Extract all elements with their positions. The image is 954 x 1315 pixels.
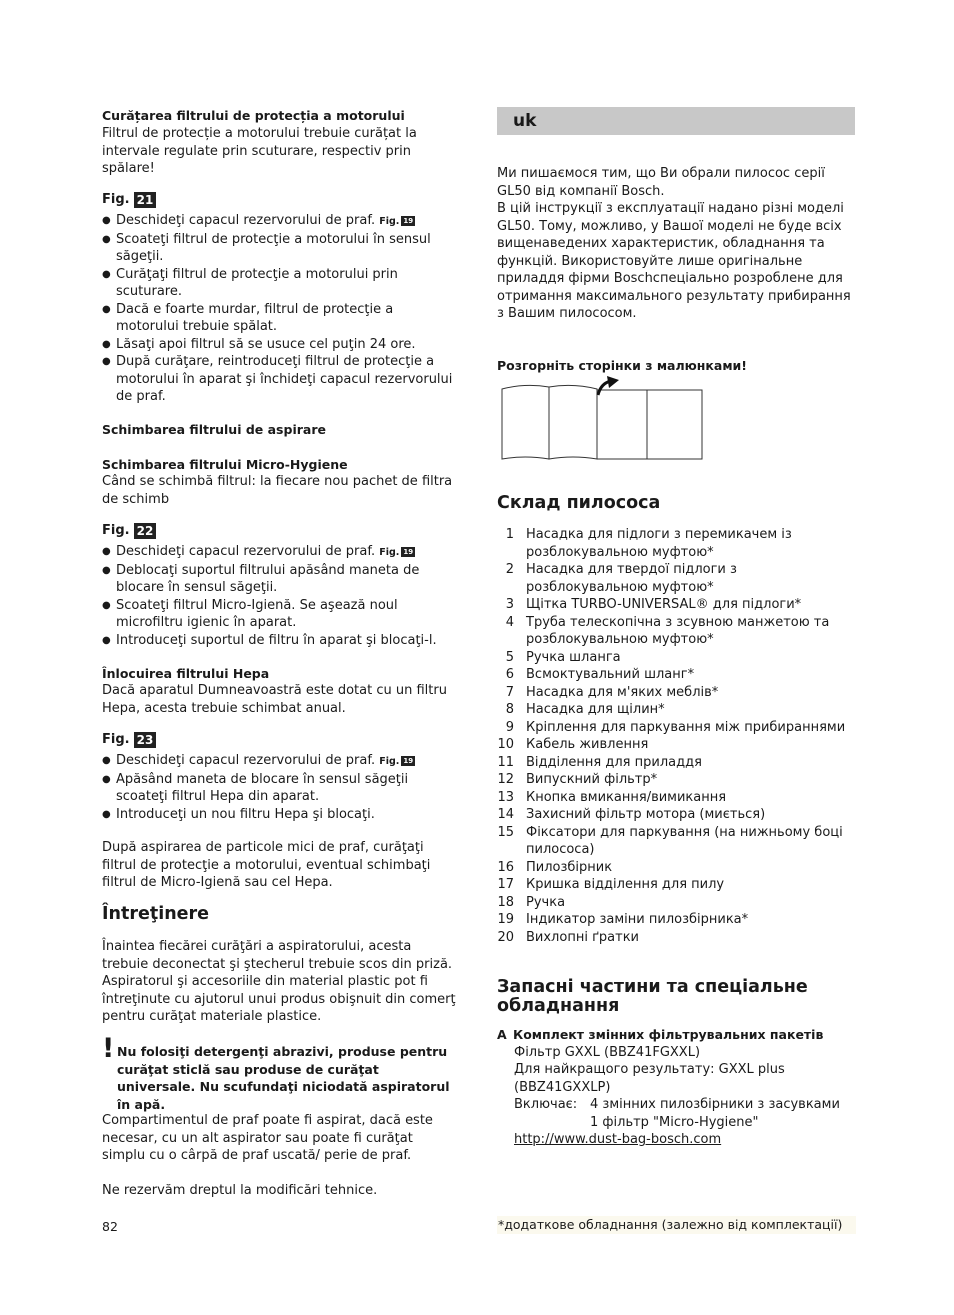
part-text: Кнопка вмикання/вимикання xyxy=(526,789,727,805)
compartment-text: Compartimentul de praf poate fi aspirat, dacă este necesar, cu un alt aspirator sau poate fi curăţat simplu cu o cârpă de praf uscată/ perie de praf. xyxy=(102,1113,433,1163)
accessory-block xyxy=(497,1026,855,1149)
step-text: După curăţare, reintroduceţi filtrul de protecţie a motorului în aparat şi închideţi capacul rezervorului de praf. xyxy=(116,354,453,404)
step-text: Introduceţi suportul de filtru în aparat şi blocaţi-l. xyxy=(116,632,437,648)
parts-heading: Склад пилососа xyxy=(497,493,661,513)
exclamation-icon: ! xyxy=(102,1033,115,1064)
warning-block xyxy=(102,1033,457,1113)
fig-ref-label: Fig. xyxy=(379,216,400,227)
step-item xyxy=(102,806,457,824)
fig-ref-badge: 19 xyxy=(403,216,414,225)
part-text: Вихлопні ґратки xyxy=(526,929,639,945)
fig-22-steps xyxy=(102,543,457,649)
part-item xyxy=(497,561,855,596)
fig-ref-label: Fig. xyxy=(379,547,400,558)
part-item xyxy=(497,929,855,947)
part-number: 18 xyxy=(497,894,514,910)
part-item xyxy=(497,596,855,614)
technical-rights-text: Ne rezervăm dreptul la modificări tehnice. xyxy=(102,1183,378,1198)
dust-bag-link[interactable]: http://www.dust-bag-bosch.com xyxy=(514,1132,722,1147)
part-number: 14 xyxy=(497,807,514,822)
intro-text: Ми пишаємося тим, що Ви обрали пилосос серії GL50 від компанії Bosch. В цій інструкції з експлуатації надано різні моделі GL50. Тому, можливо, у Вашої моделі не буде всіх вищенаведених характеристик, обладнання та функцій. Використовуйте лише оригінальне приладдя фірми Boschспеціально розроблене для отримання максимального результату прибирання з Вашим пилососом. xyxy=(497,166,851,321)
micro-hygiene-title: Schimbarea filtrului Micro-Hygiene xyxy=(102,457,348,472)
part-number: 2 xyxy=(505,562,514,577)
part-number: 7 xyxy=(505,684,514,700)
part-number: 10 xyxy=(497,737,514,752)
fig-22-label xyxy=(102,522,156,540)
part-text: Відділення для приладдя xyxy=(526,754,702,770)
fig-23-badge: 23 xyxy=(134,732,157,748)
maintenance-text: Înaintea fiecărei curăţări a aspiratorului, acesta trebuie deconectat şi ştecherul trebuie scos din priză. Aspiratorul şi accesoriile din material plastic pot fi întreţinute cu ajutorul unui produs obişnuit din comerţ pentru curăţat materiale plastice. xyxy=(102,939,456,1024)
part-number: 1 xyxy=(505,527,514,542)
part-text: Насадка для підлоги з перемикачем із розблокувальною муфтою* xyxy=(526,527,792,560)
part-text: Кришка відділення для пилу xyxy=(526,877,725,892)
part-number: 13 xyxy=(497,789,514,805)
fig-ref-badge: 19 xyxy=(403,547,414,556)
accessory-title-row xyxy=(497,1026,855,1044)
includes-item-1: 4 змінних пилозбірники з засувками xyxy=(590,1097,840,1112)
part-text: Кабель живлення xyxy=(526,737,649,752)
part-number: 16 xyxy=(497,859,514,875)
part-item xyxy=(497,824,855,859)
accessory-letter: A xyxy=(497,1027,507,1042)
fig-label: Fig. xyxy=(102,732,130,747)
page-number: 82 xyxy=(102,1219,118,1234)
part-text: Випускний фільтр* xyxy=(526,772,658,787)
part-number: 6 xyxy=(505,667,514,682)
spare-parts-heading: Запасні частини та спеціальне обладнання xyxy=(497,977,808,1016)
step-text: Scoateţi filtrul de protecţie a motorului în sensul săgeţii. xyxy=(116,231,431,264)
motor-filter-text: Filtrul de protecție a motorului trebuie curățat la intervale regulate prin scuturare, respectiv prin spălare! xyxy=(102,126,417,176)
step-item xyxy=(102,301,457,336)
part-text: Ручка xyxy=(526,894,566,910)
part-number: 8 xyxy=(505,702,514,717)
includes-item-2: 1 фільтр "Micro-Hygiene" xyxy=(590,1114,759,1130)
step-text: Lăsaţi apoi filtrul să se usuce cel puţin 24 ore. xyxy=(116,336,416,352)
footnote: *додаткове обладнання (залежно від комплектації) xyxy=(497,1216,856,1234)
unfold-pages-icon xyxy=(497,375,707,463)
step-item xyxy=(102,771,457,806)
part-item xyxy=(497,526,855,561)
fig-ref-badge: 19 xyxy=(403,756,414,765)
part-item xyxy=(497,859,855,877)
step-item xyxy=(102,752,457,771)
part-text: Насадка для щілин* xyxy=(526,702,665,717)
step-text: Deschideţi capacul rezervorului de praf. xyxy=(116,753,376,768)
hepa-text: Dacă aparatul Dumneavoastră este dotat cu un filtru Hepa, acesta trebuie schimbat anual. xyxy=(102,683,447,716)
micro-hygiene-text: Când se schimbă filtrul: la fiecare nou pachet de filtra de schimb xyxy=(102,474,453,507)
after-cleaning-text: După aspirarea de particole mici de praf, curăţaţi filtrul de protecţie a motorului, eventual schimbaţi filtrul de Micro-Igienă sau cel Hepa. xyxy=(102,840,431,890)
part-number: 17 xyxy=(497,877,514,892)
part-number: 15 xyxy=(497,824,514,840)
part-number: 19 xyxy=(497,912,514,927)
part-text: Щітка TURBO-UNIVERSAL® для підлоги* xyxy=(526,597,802,612)
part-item xyxy=(497,789,855,807)
part-text: Індикатор заміни пилозбірника* xyxy=(526,912,749,927)
part-text: Насадка для м'яких меблів* xyxy=(526,684,719,700)
part-item xyxy=(497,771,855,789)
maintenance-heading: Întreţinere xyxy=(102,904,210,924)
fig-23-label xyxy=(102,731,156,749)
parts-list xyxy=(497,526,855,946)
part-number: 5 xyxy=(505,649,514,665)
motor-filter-title: Curățarea filtrului de protecția a motorului xyxy=(102,108,405,123)
step-item xyxy=(102,597,457,632)
part-text: Фіксатори для паркування (на нижньому боці пилососа) xyxy=(526,824,843,857)
part-item xyxy=(497,736,855,754)
part-item xyxy=(497,666,855,684)
step-item xyxy=(102,632,457,650)
part-text: Труба телескопічна з зсувною манжетою та розблокувальною муфтою* xyxy=(526,614,830,647)
part-number: 4 xyxy=(505,614,514,630)
part-number: 9 xyxy=(505,719,514,735)
step-item xyxy=(102,231,457,266)
fig-label: Fig. xyxy=(102,523,130,538)
part-item xyxy=(497,894,855,912)
step-text: Apăsând maneta de blocare în sensul săgeţii scoateţi filtrul Hepa din aparat. xyxy=(116,771,409,804)
step-item xyxy=(102,266,457,301)
step-item xyxy=(102,212,457,231)
accessory-title: Комплект змінних фільтрувальних пакетів xyxy=(513,1027,824,1042)
hepa-title: Înlocuirea filtrului Hepa xyxy=(102,666,270,681)
part-text: Ручка шланга xyxy=(526,649,621,665)
fig-22-badge: 22 xyxy=(134,523,157,539)
step-text: Curăţaţi filtrul de protecţie a motorului prin scuturare. xyxy=(116,266,398,299)
includes-label: Включає: xyxy=(514,1097,578,1112)
language-bar xyxy=(497,107,855,135)
part-number: 20 xyxy=(497,929,514,945)
accessory-line-2: Для найкращого результату: GXXL plus (BBZ41GXXLP) xyxy=(514,1062,785,1095)
step-item xyxy=(102,562,457,597)
part-item xyxy=(497,614,855,649)
part-item xyxy=(497,719,855,737)
fig-label: Fig. xyxy=(102,192,130,207)
part-item xyxy=(497,754,855,772)
step-text: Dacă e foarte murdar, filtrul de protecţie a motorului trebuie spălat. xyxy=(116,301,394,334)
part-number: 12 xyxy=(497,772,514,787)
fig-ref-label: Fig. xyxy=(379,756,400,767)
part-item xyxy=(497,701,855,719)
part-item xyxy=(497,911,855,929)
part-item xyxy=(497,649,855,667)
part-text: Всмоктувальний шланг* xyxy=(526,667,695,682)
step-text: Deschideţi capacul rezervorului de praf. xyxy=(116,544,376,559)
step-item xyxy=(102,353,457,406)
part-item xyxy=(497,876,855,894)
fig-21-label xyxy=(102,191,156,209)
step-text: Deschideţi capacul rezervorului de praf. xyxy=(116,213,376,228)
step-text: Scoateţi filtrul Micro-Igienă. Se aşează noul microfiltru igienic în aparat. xyxy=(116,597,398,630)
part-number: 3 xyxy=(505,597,514,612)
step-item xyxy=(102,543,457,562)
part-text: Кріплення для паркування між прибираннями xyxy=(526,719,846,735)
step-item xyxy=(102,336,457,354)
unfold-pages-note: Розгорніть сторінки з малюнками! xyxy=(497,358,748,373)
fig-21-badge: 21 xyxy=(134,192,157,208)
accessory-line-1: Фільтр GXXL (BBZ41FGXXL) xyxy=(514,1044,701,1060)
step-text: Deblocaţi suportul filtrului apăsând maneta de blocare în sensul săgeţii. xyxy=(116,562,420,595)
part-text: Пилозбірник xyxy=(526,859,613,875)
part-text: Насадка для твердої підлоги з розблокувальною муфтою* xyxy=(526,562,737,595)
change-suction-filter-heading: Schimbarea filtrului de aspirare xyxy=(102,422,326,437)
fig-21-steps xyxy=(102,212,457,406)
part-item xyxy=(497,684,855,702)
part-number: 11 xyxy=(497,754,514,770)
language-code: uk xyxy=(513,111,537,131)
fig-23-steps xyxy=(102,752,457,823)
warning-text: Nu folosiţi detergenţi abrazivi, produse pentru curăţat sticlă sau produse de curăţat universale. Nu scufundaţi niciodată aspiratorul în apă. xyxy=(117,1044,450,1112)
part-item xyxy=(497,806,855,824)
step-text: Introduceţi un nou filtru Hepa şi blocaţi. xyxy=(116,806,375,822)
part-text: Захисний фільтр мотора (миється) xyxy=(526,807,766,822)
